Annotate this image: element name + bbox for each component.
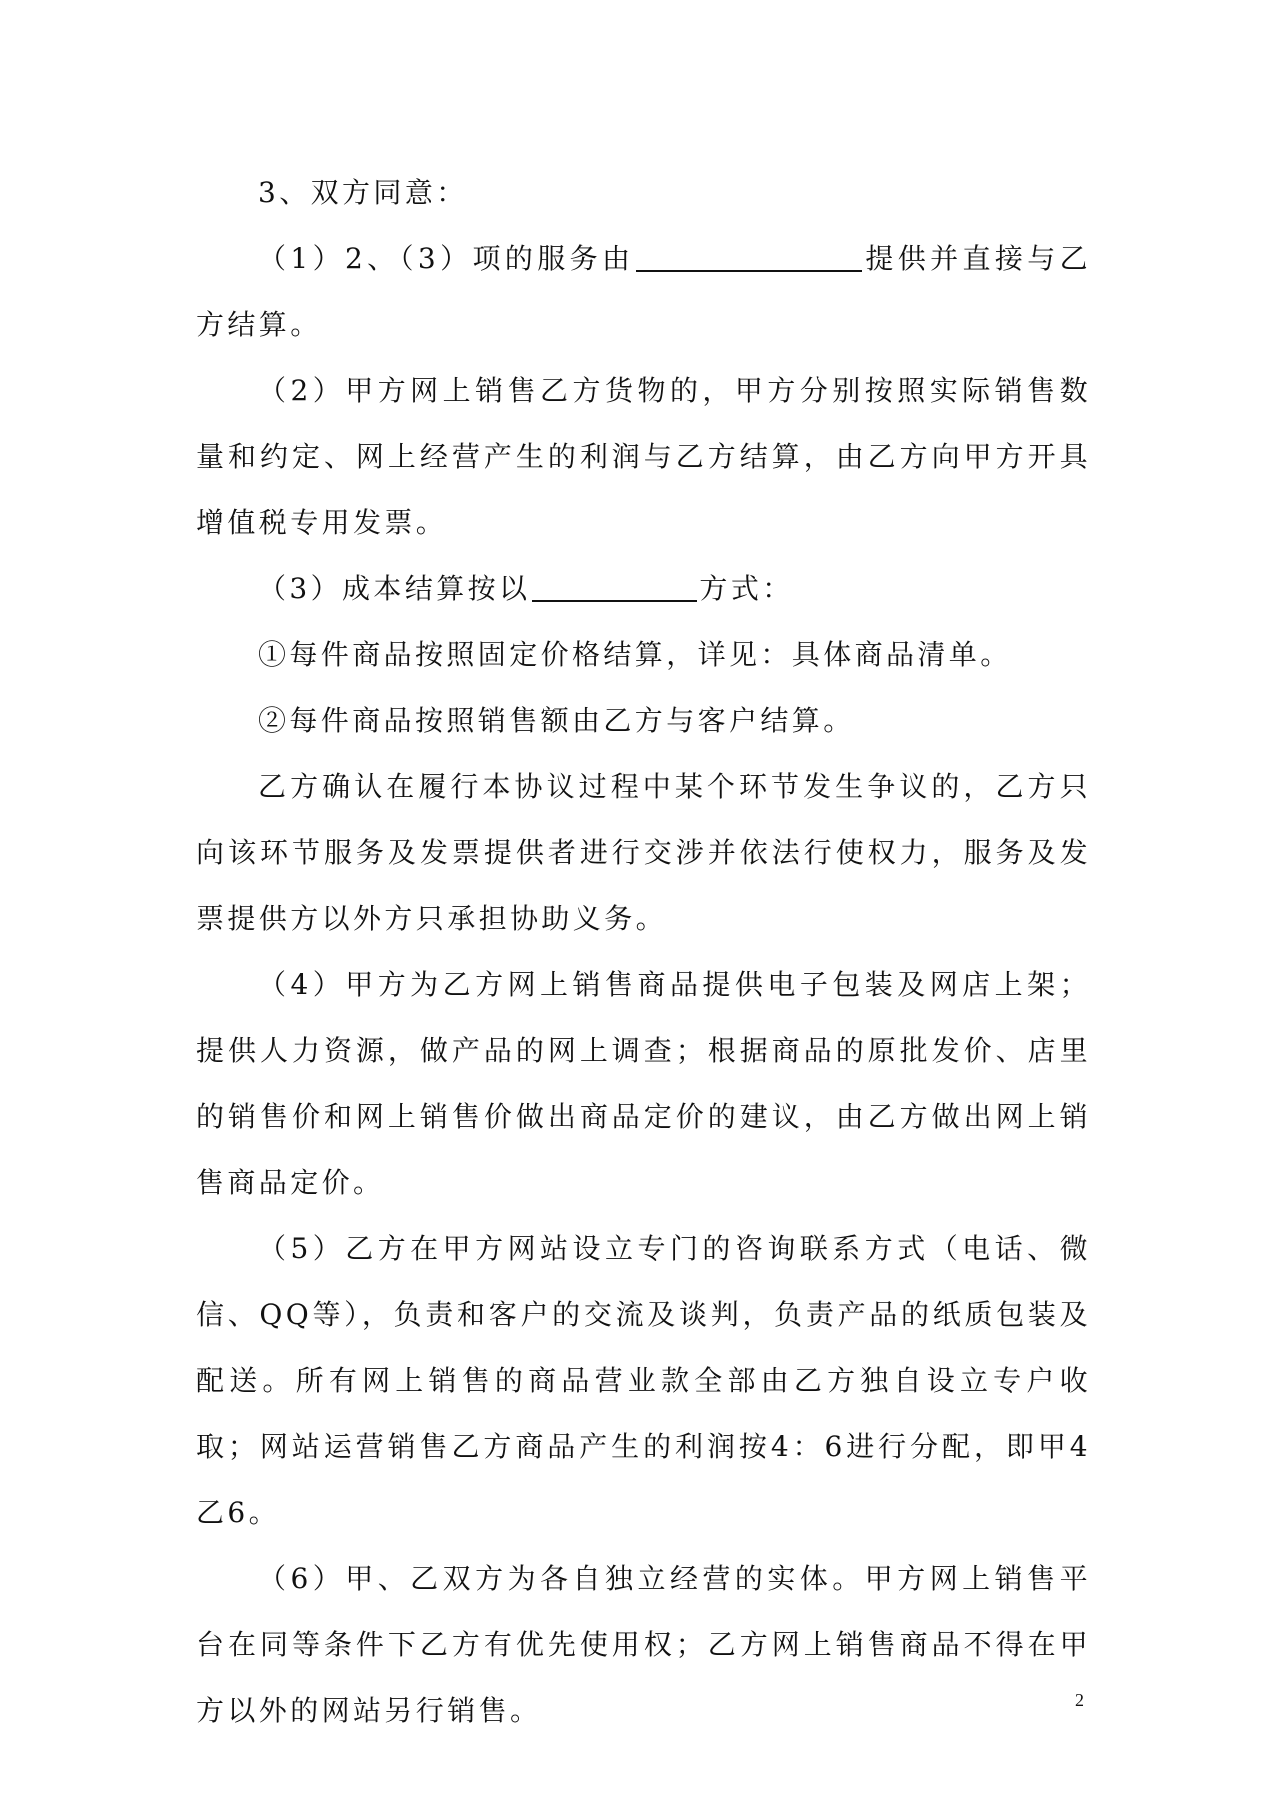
item-3-text-after: 方式：	[699, 572, 794, 605]
dispute-clause-paragraph: 乙方确认在履行本协议过程中某个环节发生争议的，乙方只向该环节服务及发票提供者进行交涉并依法行使权力，服务及发票提供方以外方只承担协助义务。	[196, 770, 1091, 935]
item-1-text-after: 提供并直接与乙方结算。	[196, 242, 1091, 341]
document-body	[196, 160, 1091, 1744]
item-3-paragraph	[196, 556, 1091, 622]
option-2-paragraph: ②每件商品按照销售额由乙方与客户结算。	[258, 704, 855, 737]
item-5-paragraph: （5）乙方在甲方网站设立专门的咨询联系方式（电话、微信、QQ等），负责和客户的交流及谈判，负责产品的纸质包装及配送。所有网上销售的商品营业款全部由乙方独自设立专户收取；网站运营销售乙方商品产生的利润按4：6进行分配，即甲4乙6。	[196, 1232, 1091, 1529]
item-4-paragraph: （4）甲方为乙方网上销售商品提供电子包装及网店上架；提供人力资源，做产品的网上调查；根据商品的原批发价、店里的销售价和网上销售价做出商品定价的建议，由乙方做出网上销售商品定价。	[196, 968, 1091, 1199]
item-3-text-before: （3）成本结算按以	[258, 572, 531, 605]
item-2-paragraph: （2）甲方网上销售乙方货物的，甲方分别按照实际销售数量和约定、网上经营产生的利润与乙方结算，由乙方向甲方开具增值税专用发票。	[196, 374, 1091, 539]
item-6-paragraph: （6）甲、乙双方为各自独立经营的实体。甲方网上销售平台在同等条件下乙方有优先使用权；乙方网上销售商品不得在甲方以外的网站另行销售。	[196, 1562, 1091, 1727]
clause-heading: 3、双方同意：	[258, 176, 468, 209]
provider-blank-field[interactable]	[636, 240, 862, 272]
item-1-paragraph	[196, 226, 1091, 358]
item-1-text-before: （1）2、（3）项的服务由	[258, 242, 635, 275]
page-number: 2	[1075, 1690, 1084, 1710]
settlement-method-blank-field[interactable]	[532, 570, 697, 602]
option-1-paragraph: ①每件商品按照固定价格结算，详见：具体商品清单。	[258, 638, 1012, 671]
